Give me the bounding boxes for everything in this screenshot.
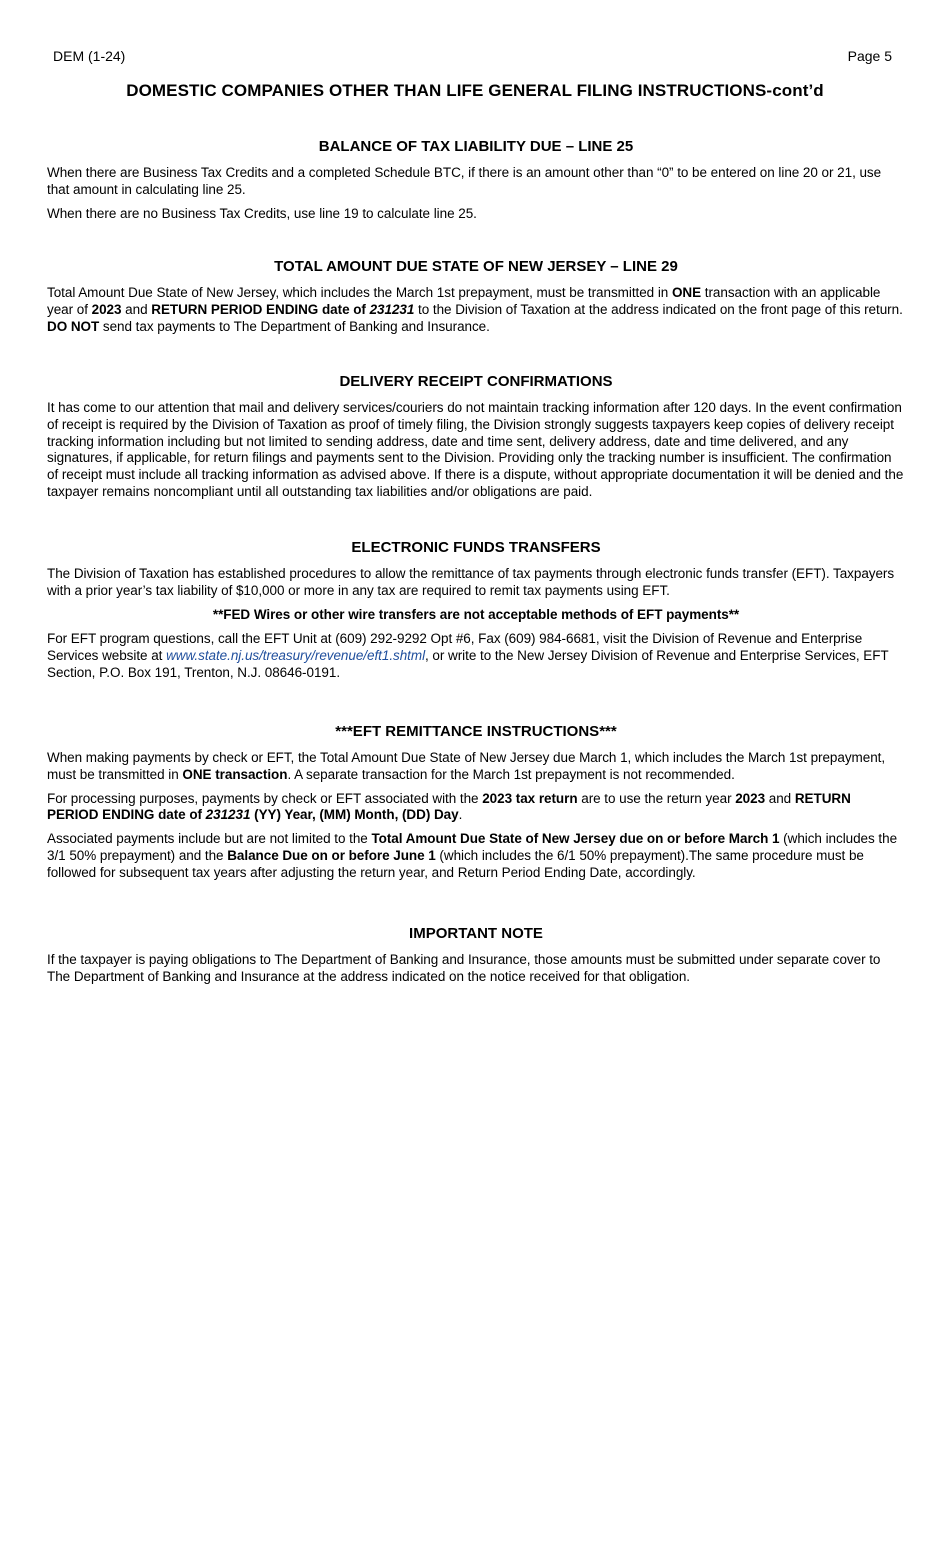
section-important-note [47, 925, 905, 993]
paragraph: When there are no Business Tax Credits, use line 19 to calculate line 25. [47, 205, 477, 221]
paragraph: The Division of Taxation has established procedures to allow the remittance of tax payments through electronic funds transfer (EFT). Taxpayers with a prior year’s tax liability of $10,000 or more in any tax are required to remit tax payments using EFT. [47, 566, 895, 598]
paragraph: For processing purposes, payments by check or EFT associated with the 2023 tax return are to use the return year 2023 and RETURN PERIOD ENDING date of 231231 (YY) Year, (MM) Month, (DD) Day. [47, 790, 851, 823]
section-electronic-funds-transfers [47, 539, 905, 689]
section-heading: ***EFT REMITTANCE INSTRUCTIONS*** [335, 723, 617, 740]
section-heading: ELECTRONIC FUNDS TRANSFERS [351, 539, 601, 556]
paragraph: Total Amount Due State of New Jersey, which includes the March 1st prepayment, must be transmitted in ONE transaction with an applicable year of 2023 and RETURN PERIOD ENDING date of 231231 to the Division of Taxation at the address indicated on the front page of this return. DO NOT send tax payments to The Department of Banking and Insurance. [47, 285, 903, 334]
section-eft-remittance [47, 723, 905, 889]
document-title: DOMESTIC COMPANIES OTHER THAN LIFE GENERAL FILING INSTRUCTIONS-cont’d [126, 81, 824, 100]
section-heading: BALANCE OF TAX LIABILITY DUE – LINE 25 [318, 138, 634, 155]
section-heading: TOTAL AMOUNT DUE STATE OF NEW JERSEY – LINE 29 [274, 258, 678, 275]
paragraph: When there are Business Tax Credits and a completed Schedule BTC, if there is an amount other than “0” to be entered on line 20 or 21, use that amount in calculating line 25. [47, 165, 882, 197]
paragraph: When making payments by check or EFT, the Total Amount Due State of New Jersey due March 1, which includes the March 1st prepayment, must be transmitted in ONE transaction. A separate transaction for the March 1st prepayment is not recommended. [47, 750, 886, 782]
paragraph: Associated payments include but are not limited to the Total Amount Due State of New Jersey due on or before March 1 (which includes the 3/1 50% prepayment) and the Balance Due on or before June 1 (which includes the 6/1 50% prepayment).The same procedure must be followed for subsequent tax years after adjusting the return year, and Return Period Ending Date, accordingly. [47, 831, 898, 880]
section-balance-of-tax [47, 138, 905, 229]
section-delivery-receipt [47, 373, 905, 508]
eft-notice: **FED Wires or other wire transfers are not acceptable methods of EFT payments** [212, 606, 740, 622]
paragraph: It has come to our attention that mail and delivery services/couriers do not maintain tracking information after 120 days. In the event confirmation of receipt is required by the Division of Taxation as proof of timely filing, the Division strongly suggests taxpayers keep copies of delivery receipt tracking information including but not limited to sending address, date and time sent, delivery address, date and time delivered, and any signatures, if applicable, for return filings and payments sent to the Division. Providing only the tracking number is insufficient. The confirmation of receipt must include all tracking information as advised above. If there is a dispute, without appropriate documentation it will be denied and the taxpayer remains noncompliant until all outstanding tax liabilities and/or obligations are paid. [47, 400, 904, 499]
section-heading: IMPORTANT NOTE [409, 925, 543, 942]
section-heading: DELIVERY RECEIPT CONFIRMATIONS [339, 373, 613, 390]
eft-website-link[interactable]: www.state.nj.us/treasury/revenue/eft1.shtml [166, 648, 426, 664]
paragraph: If the taxpayer is paying obligations to The Department of Banking and Insurance, those amounts must be submitted under separate cover to The Department of Banking and Insurance at the address indicated on the notice received for that obligation. [47, 952, 881, 984]
section-total-amount-due [47, 258, 905, 342]
paragraph: For EFT program questions, call the EFT Unit at (609) 292-9292 Opt #6, Fax (609) 984-6681, visit the Division of Revenue and Enterprise Services website at www.state.nj.us/treasury/revenue/eft1.shtml, or write to the New Jersey Division of Revenue and Enterprise Services, EFT Section, P.O. Box 191, Trenton, N.J. 08646-0191. [47, 631, 889, 680]
page-number: Page 5 [847, 48, 892, 64]
form-id: DEM (1-24) [53, 48, 126, 64]
